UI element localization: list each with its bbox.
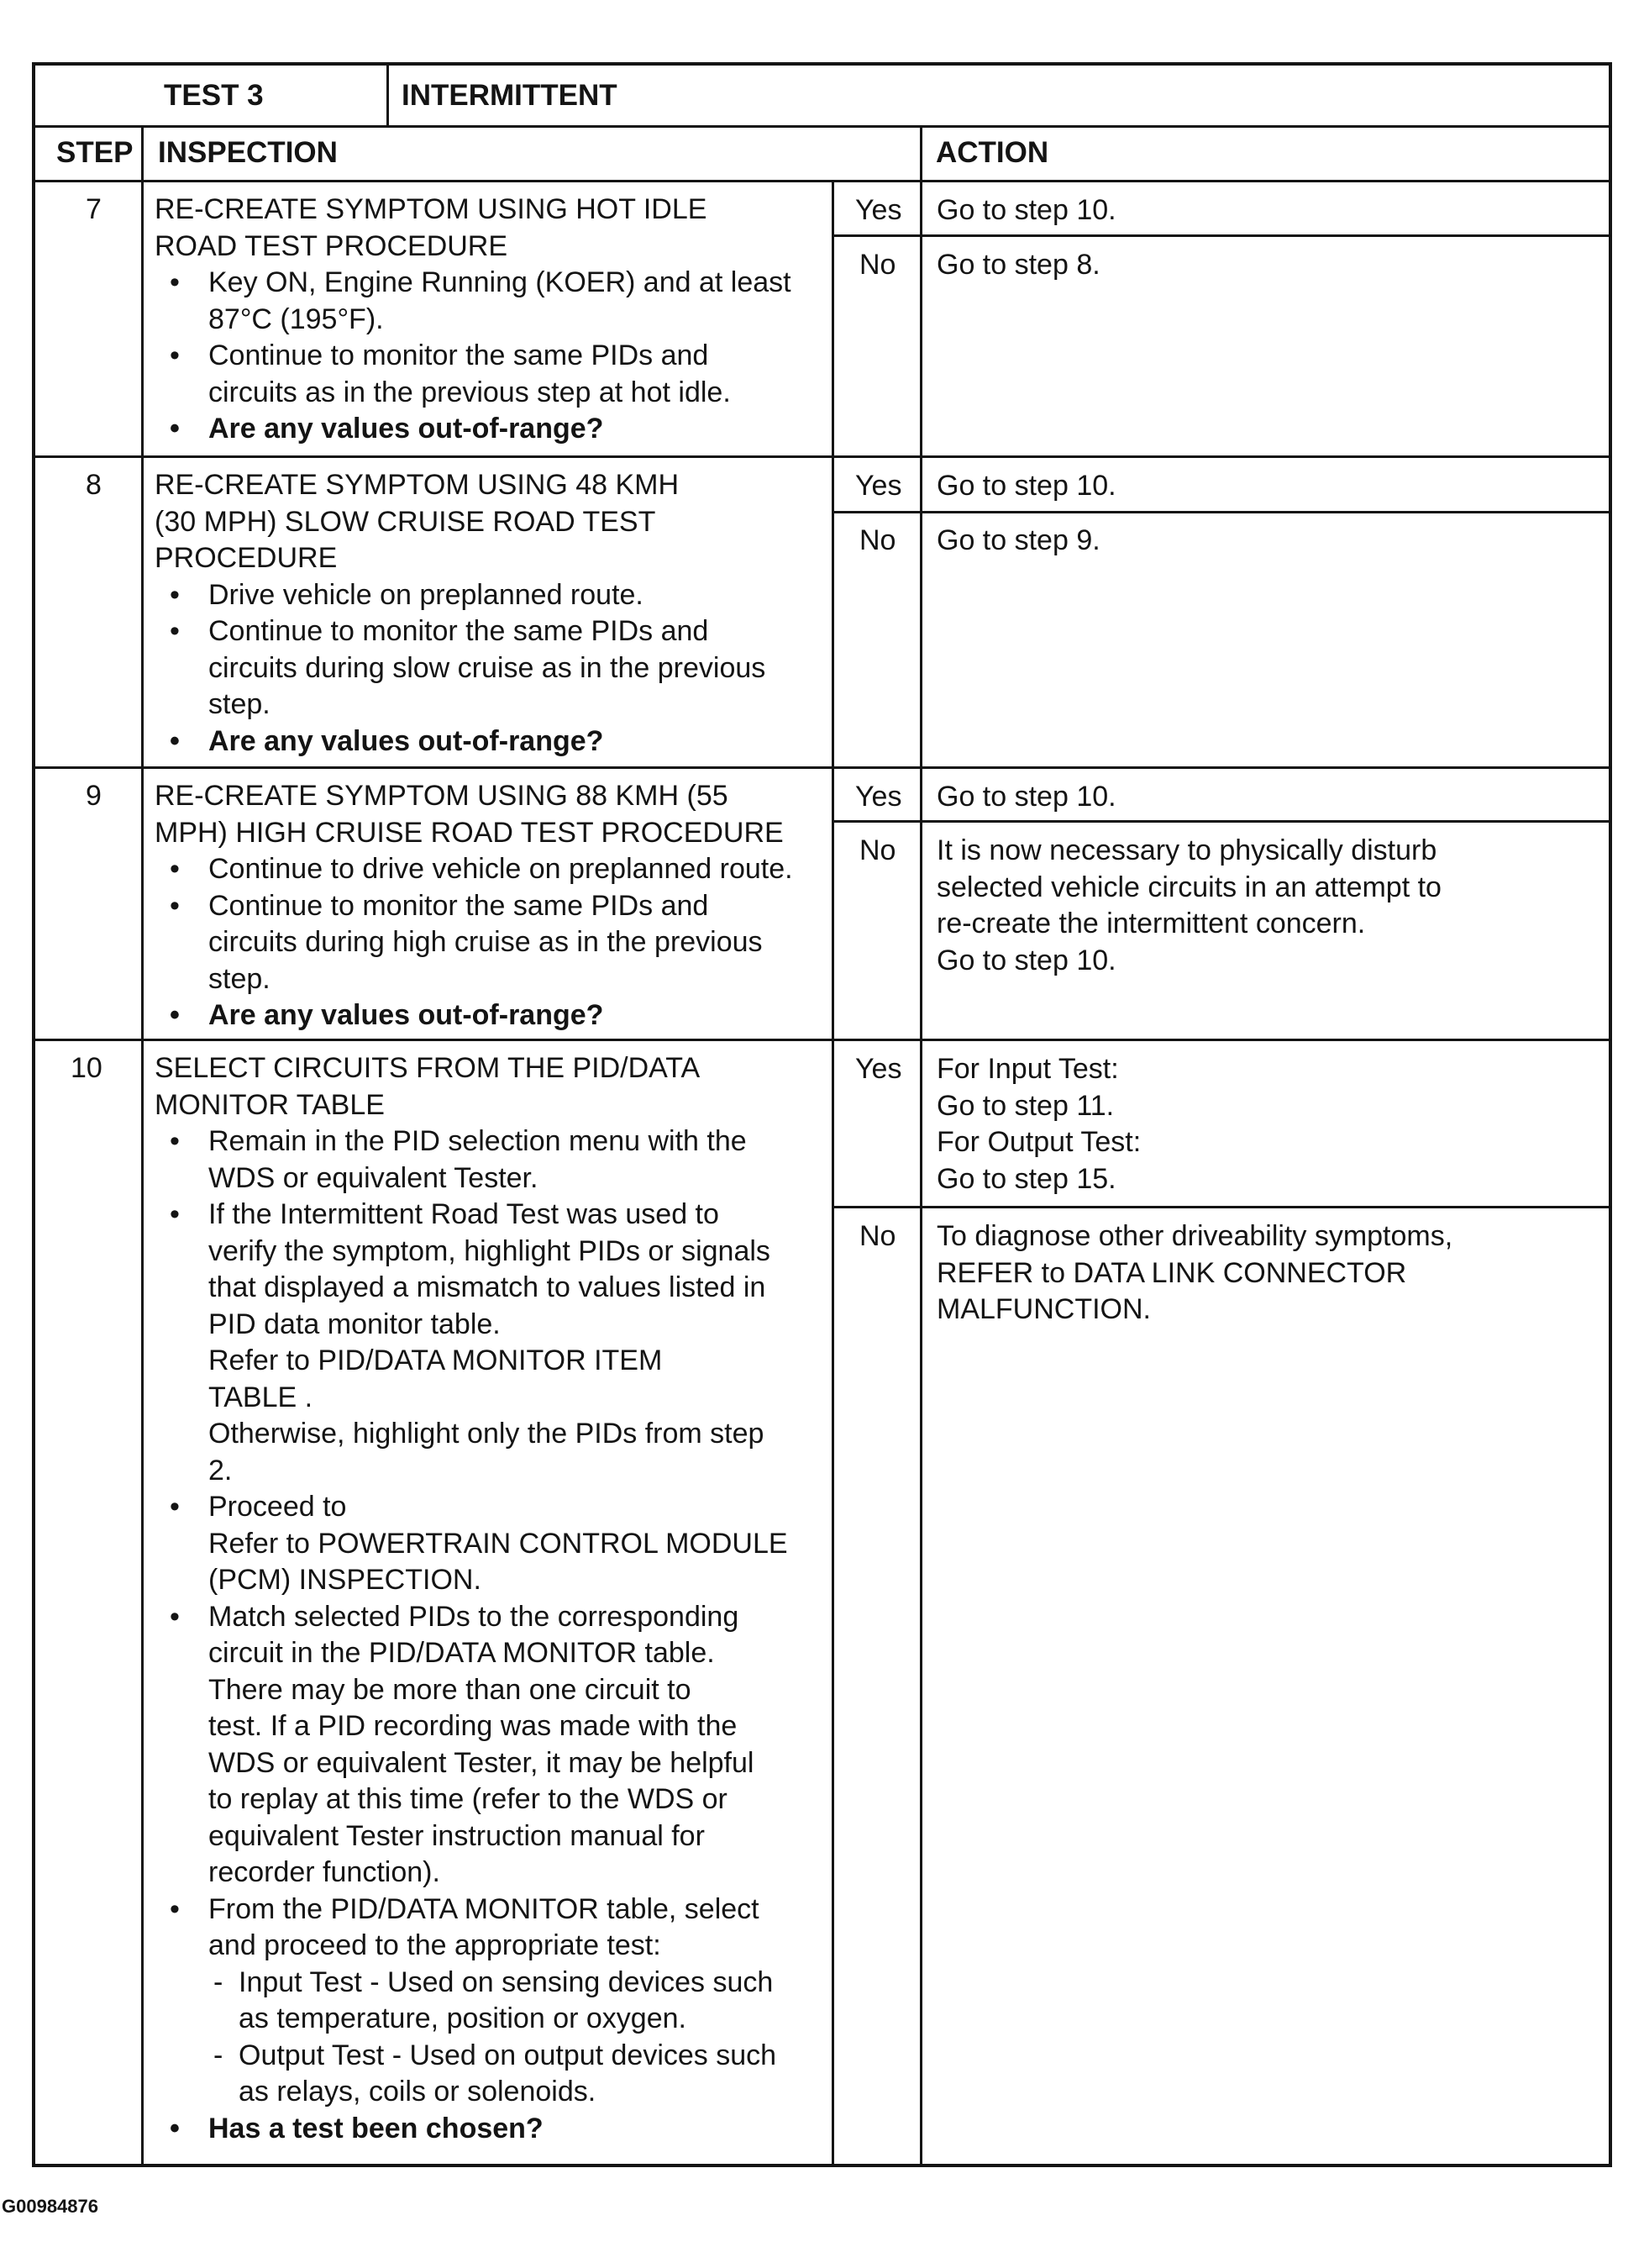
action-line: Go to step 10.	[937, 781, 1116, 813]
inspection-line: to replay at this time (refer to the WDS or	[208, 1783, 727, 1815]
inspection-cell	[155, 192, 791, 448]
action-line: To diagnose other driveability symptoms,	[937, 1220, 1453, 1252]
yes-no-rule	[832, 511, 1612, 513]
header-step: STEP	[56, 136, 134, 169]
inspection-line: • Key ON, Engine Running (KOER) and at least	[155, 265, 791, 302]
inspection-line: • If the Intermittent Road Test was used to	[155, 1197, 788, 1234]
test-name: INTERMITTENT	[402, 79, 617, 112]
action-line: MALFUNCTION.	[937, 1293, 1151, 1325]
inspection-line: circuits as in the previous step at hot idle.	[208, 376, 731, 408]
inspection-line: equivalent Tester instruction manual for	[208, 1819, 705, 1852]
action-line: Go to step 15.	[937, 1162, 1116, 1195]
action-yes-text	[937, 192, 1116, 229]
action-line: Go to step 10.	[937, 194, 1116, 226]
inspection-line: • Remain in the PID selection menu with the	[155, 1123, 788, 1160]
action-line: Go to step 10.	[937, 944, 1116, 976]
inspection-line: RE-CREATE SYMPTOM USING HOT IDLE	[155, 193, 707, 225]
inspection-line: circuits during slow cruise as in the previous	[208, 651, 766, 684]
inspection-line: 87°C (195°F).	[208, 303, 384, 335]
inspection-line: WDS or equivalent Tester.	[208, 1161, 538, 1194]
step-number: 10	[71, 1052, 102, 1084]
action-no-text	[937, 247, 1100, 284]
inspection-line: • Are any values out-of-range?	[155, 997, 793, 1034]
inspection-line: RE-CREATE SYMPTOM USING 88 KMH (55	[155, 780, 728, 812]
yes-no-rule	[832, 1206, 1612, 1208]
inspection-line: verify the symptom, highlight PIDs or signals	[208, 1234, 770, 1267]
step-number: 9	[86, 780, 102, 812]
inspection-line: Otherwise, highlight only the PIDs from step	[208, 1418, 764, 1450]
inspection-line: • Continue to monitor the same PIDs and	[155, 888, 793, 925]
inspection-line: - Output Test - Used on output devices such	[155, 2038, 788, 2075]
action-line: It is now necessary to physically disturb	[937, 834, 1437, 866]
inspection-line: • Drive vehicle on preplanned route.	[155, 577, 765, 614]
yes-no-rule	[832, 820, 1612, 823]
table-border-left	[32, 62, 35, 2167]
action-line: Go to step 10.	[937, 470, 1116, 502]
inspection-line: - Input Test - Used on sensing devices such	[155, 1965, 788, 2002]
action-line: For Input Test:	[937, 1053, 1119, 1085]
inspection-line: Refer to PID/DATA MONITOR ITEM	[208, 1344, 663, 1376]
action-column-rule	[920, 125, 922, 2167]
inspection-cell	[155, 467, 765, 760]
inspection-line: MONITOR TABLE	[155, 1088, 385, 1121]
title-divider	[386, 62, 389, 128]
yes-no-column-rule	[832, 180, 834, 2167]
inspection-line: • Are any values out-of-range?	[155, 411, 791, 448]
inspection-line: 2.	[208, 1454, 233, 1487]
step-column-rule	[141, 125, 144, 2167]
inspection-line: • Continue to monitor the same PIDs and	[155, 613, 765, 650]
action-line: Go to step 11.	[937, 1089, 1115, 1122]
action-line: REFER to DATA LINK CONNECTOR	[937, 1256, 1407, 1289]
inspection-line: circuits during high cruise as in the previous	[208, 926, 763, 958]
yes-label: Yes	[855, 781, 902, 813]
step-number: 7	[86, 193, 102, 225]
inspection-line: step.	[208, 962, 270, 995]
figure-id: G00984876	[2, 2196, 98, 2217]
step-number: 8	[86, 469, 102, 501]
row-rule	[32, 766, 1612, 769]
no-label: No	[859, 1220, 896, 1252]
table-rule	[32, 180, 1612, 182]
inspection-line: ROAD TEST PROCEDURE	[155, 229, 508, 262]
inspection-line: • Proceed to	[155, 1489, 788, 1526]
inspection-line: as temperature, position or oxygen.	[239, 2002, 686, 2034]
test-number: TEST 3	[164, 79, 264, 112]
inspection-line: • Match selected PIDs to the corresponding	[155, 1599, 788, 1636]
row-rule	[32, 1039, 1612, 1041]
header-inspection: INSPECTION	[158, 136, 338, 169]
inspection-line: and proceed to the appropriate test:	[208, 1929, 661, 1961]
yes-label: Yes	[855, 194, 902, 226]
inspection-line: step.	[208, 688, 270, 720]
yes-no-rule	[832, 234, 1612, 237]
no-label: No	[859, 524, 896, 556]
inspection-line: MPH) HIGH CRUISE ROAD TEST PROCEDURE	[155, 816, 784, 849]
no-label: No	[859, 834, 896, 866]
table-border-right	[1609, 62, 1612, 2167]
action-line: For Output Test:	[937, 1126, 1142, 1158]
action-yes-text	[937, 1051, 1141, 1197]
table-rule	[32, 125, 1612, 128]
inspection-line: • Are any values out-of-range?	[155, 724, 765, 760]
inspection-line: (30 MPH) SLOW CRUISE ROAD TEST	[155, 505, 656, 538]
inspection-line: Refer to POWERTRAIN CONTROL MODULE	[208, 1527, 788, 1560]
inspection-line: WDS or equivalent Tester, it may be helpful	[208, 1746, 754, 1779]
inspection-line: • Continue to drive vehicle on preplanned route.	[155, 851, 793, 888]
inspection-line: PROCEDURE	[155, 542, 338, 574]
inspection-line: circuit in the PID/DATA MONITOR table.	[208, 1637, 715, 1669]
action-line: re-create the intermittent concern.	[937, 908, 1366, 939]
action-no-text	[937, 523, 1100, 560]
action-no-text	[937, 1218, 1452, 1329]
inspection-line: RE-CREATE SYMPTOM USING 48 KMH	[155, 469, 680, 501]
row-rule	[32, 455, 1612, 458]
inspection-line: test. If a PID recording was made with the	[208, 1710, 738, 1742]
inspection-line: (PCM) INSPECTION.	[208, 1564, 481, 1596]
inspection-cell	[155, 778, 793, 1034]
action-line: selected vehicle circuits in an attempt to	[937, 871, 1442, 903]
header-action: ACTION	[936, 136, 1049, 169]
action-yes-text	[937, 779, 1116, 816]
action-line: Go to step 8.	[937, 249, 1100, 281]
inspection-line: There may be more than one circuit to	[208, 1673, 691, 1706]
inspection-line: that displayed a mismatch to values listed in	[208, 1271, 766, 1303]
inspection-line: TABLE .	[208, 1381, 313, 1413]
inspection-line: SELECT CIRCUITS FROM THE PID/DATA	[155, 1052, 701, 1084]
inspection-line: • Continue to monitor the same PIDs and	[155, 338, 791, 375]
no-label: No	[859, 249, 896, 281]
inspection-line: • Has a test been chosen?	[155, 2111, 788, 2148]
action-line: Go to step 9.	[937, 524, 1100, 556]
table-border-bottom	[32, 2164, 1612, 2167]
inspection-line: recorder function).	[208, 1856, 440, 1888]
inspection-line: PID data monitor table.	[208, 1308, 501, 1340]
yes-label: Yes	[855, 1053, 902, 1085]
action-no-text	[937, 833, 1442, 979]
inspection-cell	[155, 1050, 788, 2147]
inspection-line: • From the PID/DATA MONITOR table, select	[155, 1892, 788, 1929]
action-yes-text	[937, 468, 1116, 505]
table-border-top	[32, 62, 1612, 66]
yes-label: Yes	[855, 470, 902, 502]
inspection-line: as relays, coils or solenoids.	[239, 2076, 596, 2108]
